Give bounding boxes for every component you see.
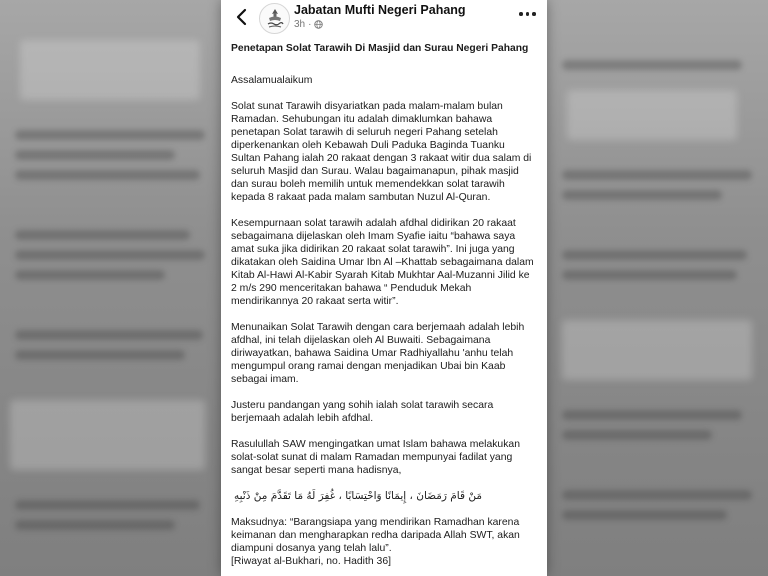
- paragraph-1: Solat sunat Tarawih disyariatkan pada malam-malam bulan Ramadan. Sehubungan itu adalah dimaklumkan bahawa penetapan Solat tarawih di seluruh negeri Pahang setelah diperkenankan oleh Kebawah Duli Paduka Baginda Tuanku Sultan Pahang ialah 20 rakaat dengan 3 rakaat witir dua salam di seluruh Masjid dan Surau. Walau bagaimanapun, pihak masjid dan surau boleh memilih untuk memendekkan solat tarawih kepada 8 rakaat pada malam sambutan Nuzul Al-Quran.: [231, 101, 532, 203]
- more-dot: [532, 12, 536, 16]
- hadith-meaning: [231, 516, 537, 568]
- meaning-text: Maksudnya: “Barangsiapa yang mendirikan Ramadhan karena keimanan dan mengharapkan redha daripada Allah SWT, akan diampuni dosanya yang telah lalu”.: [231, 517, 520, 554]
- blurred-background-left: [0, 0, 221, 576]
- post-time[interactable]: 3h: [294, 19, 306, 30]
- avatar[interactable]: [259, 3, 290, 34]
- post-header: [221, 0, 547, 36]
- post-screenshot: [221, 0, 547, 576]
- post-meta: [294, 19, 323, 30]
- page-name[interactable]: Jabatan Mufti Negeri Pahang: [294, 3, 466, 17]
- hadith-arabic: مَنْ قَامَ رَمَضَانَ ، إِيمَانًا وَاحْتِسَابًا ، غُفِرَ لَهُ مَا تَقَدَّمَ مِنْ ذَنْبِهِ: [234, 490, 482, 502]
- globe-icon: [314, 20, 323, 29]
- back-button[interactable]: [231, 6, 251, 28]
- post-title: Penetapan Solat Tarawih Di Masjid dan Surau Negeri Pahang: [231, 43, 529, 54]
- post-body: [231, 42, 537, 568]
- paragraph-5: Rasulullah SAW mengingatkan umat Islam bahawa melakukan solat-solat sunat di malam Ramadan mempunyai fadilat yang sangat besar seperti mana hadisnya,: [231, 439, 520, 476]
- greeting: Assalamualaikum: [231, 75, 313, 86]
- meta-separator: ·: [308, 19, 312, 30]
- more-dot: [526, 12, 530, 16]
- more-dots-icon: [519, 12, 523, 16]
- blurred-background-right: [547, 0, 768, 576]
- paragraph-2: Kesempurnaan solat tarawih adalah afdhal didirikan 20 rakaat sebagaimana dijelaskan oleh Imam Syafie iaitu “bahawa saya amat suka jika didirikan 20 rakaat solat tarawih”. Ini juga yang dikatakan oleh Saidina Umar Ibn Al –Khattab sebagaimana dalam Kitab Al-Hawi Al-Kabir Syarah Kitab Mukhtar Aal-Muzanni Jilid ke 2 m/s 290 menceritakan bahawa “ Penduduk Mekah mendirikannya 20 rakaat serta witir”.: [231, 218, 534, 307]
- more-options-button[interactable]: [519, 10, 539, 18]
- paragraph-3: Menunaikan Solat Tarawih dengan cara berjemaah adalah lebih afdhal, ini telah dijelaskan oleh Al Buwaiti. Sebagaimana diriwayatkan, bahawa Saidina Umar Radhiyallahu 'anhu telah mengumpul orang ramai dengan menjadikan Ubai bin Kaab sebagai imam.: [231, 322, 525, 385]
- citation: [Riwayat al-Bukhari, no. Hadith 36]: [231, 556, 391, 567]
- emblem-logo: [262, 6, 288, 32]
- chevron-left-icon: [235, 8, 247, 26]
- paragraph-4: Justeru pandangan yang sohih ialah solat tarawih secara berjemaah adalah lebih afdhal.: [231, 400, 494, 424]
